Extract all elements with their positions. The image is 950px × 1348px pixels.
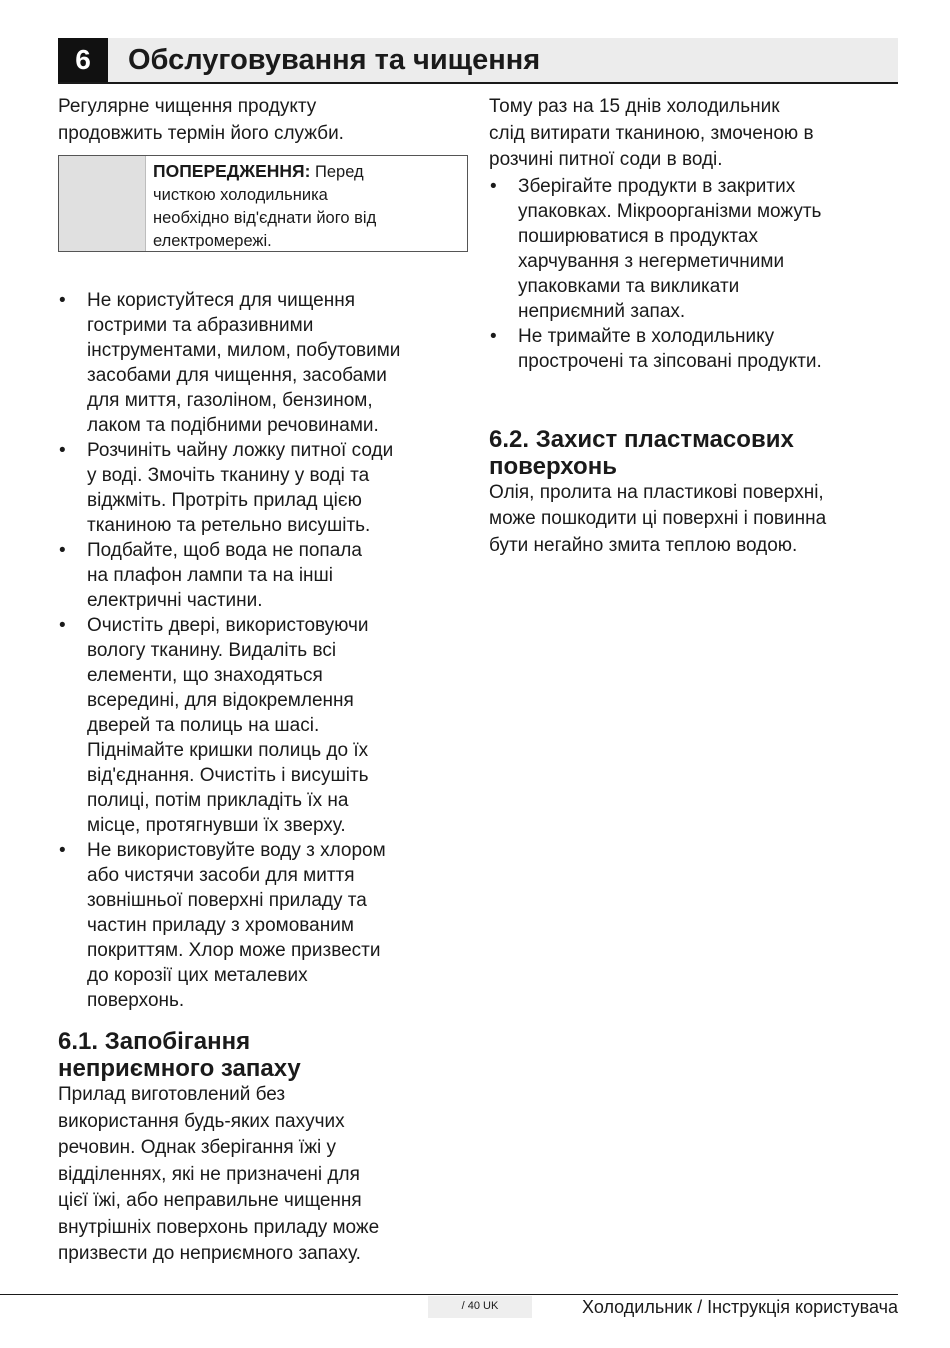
text-line: гострими та абразивними [87, 315, 314, 336]
text-line: продовжить термін його служби. [58, 122, 344, 144]
section-61-heading [58, 1028, 468, 1082]
bullet-icon: • [59, 440, 66, 461]
text-line: на плафон лампи та на інші [87, 565, 333, 586]
text-line: 6.2. Захист пластмасових [489, 425, 794, 453]
cleaning-bullet-list [58, 288, 468, 1013]
list-item [58, 838, 468, 1013]
text-line: Подбайте, щоб вода не попала [87, 540, 362, 561]
page-number: / 40 UK [428, 1296, 532, 1318]
text-line: слід витирати тканиною, змоченою в [489, 122, 814, 144]
text-line: віджміть. Протріть прилад цією [87, 490, 362, 511]
text-line: до корозії цих металевих [87, 965, 308, 986]
bullet-icon: • [59, 290, 66, 311]
text-line: елементи, що знаходяться [87, 665, 323, 686]
intro-paragraph [58, 94, 468, 147]
text-line: бути негайно змита теплою водою. [489, 534, 798, 556]
list-item [489, 324, 899, 374]
bullet-icon: • [490, 175, 497, 197]
text-line: засобами для чищення, засобами [87, 365, 387, 386]
text-line: призвести до неприємного запаху. [58, 1243, 361, 1264]
text-line: упаковками та викликати [518, 275, 740, 297]
warning-box [58, 155, 468, 252]
footer-divider [0, 1294, 898, 1295]
text-line: електричні частини. [87, 590, 263, 611]
text-line: покриттям. Хлор може призвести [87, 940, 381, 961]
text-line: електромережі. [153, 232, 272, 250]
text-line: упаковках. Мікроорганізми можуть [518, 200, 822, 222]
text-line: може пошкодити ці поверхні і повинна [489, 508, 827, 529]
text-line: від'єднання. Очистіть і висушіть [87, 765, 369, 786]
text-line: поширюватися в продуктах [518, 225, 758, 247]
text-line: для миття, газоліном, бензином, [87, 390, 373, 411]
intro-paragraph [489, 94, 899, 174]
text-line: Прилад виготовлений без [58, 1084, 286, 1105]
bullet-icon: • [490, 325, 497, 347]
text-line: розчині питної соди в воді. [489, 149, 723, 170]
text-line: частин приладу з хромованим [87, 915, 354, 936]
text-line: зовнішньої поверхні приладу та [87, 890, 367, 911]
text-line: Олія, пролита на пластикові поверхні, [489, 481, 824, 503]
text-line: поверхонь [489, 452, 617, 480]
text-line: внутрішніх поверхонь приладу може [58, 1216, 380, 1238]
text-line: Не тримайте в холодильнику [518, 325, 775, 347]
text-line: Тому раз на 15 днів холодильник [489, 96, 780, 117]
text-line: інструментами, милом, побутовими [87, 340, 401, 361]
list-item [489, 174, 899, 324]
warning-text [146, 156, 382, 251]
text-line: лаком та подібними речовинами. [87, 415, 379, 436]
text-line: неприємного запаху [58, 1055, 301, 1082]
text-line: Розчиніть чайну ложку питної соди [87, 440, 394, 461]
text-line: Піднімайте кришки полиць до їх [87, 740, 369, 761]
text-line: Регулярне чищення продукту [58, 96, 317, 117]
text-line: поверхонь. [87, 990, 185, 1011]
bullet-icon: • [59, 615, 66, 636]
section-62-body [489, 480, 899, 560]
bullet-icon: • [59, 840, 66, 861]
text-line: вологу тканину. Видаліть всі [87, 640, 337, 661]
text-line: харчування з негерметичними [518, 250, 785, 272]
text-line: відділеннях, які не призначені для [58, 1163, 360, 1185]
right-column [489, 94, 899, 559]
storage-bullet-list [489, 174, 899, 374]
warning-label: ПОПЕРЕДЖЕННЯ: [153, 161, 311, 181]
text-line: неприємний запах. [518, 300, 686, 322]
chapter-title: Обслуговування та чищення [128, 44, 541, 76]
text-line: у воді. Змочіть тканину у воді та [87, 465, 370, 486]
section-61-body [58, 1082, 468, 1268]
text-line: необхідно від'єднати його від [153, 209, 377, 227]
text-line: або чистячи засоби для миття [87, 865, 355, 886]
section-62-heading [489, 426, 899, 480]
list-item [58, 613, 468, 838]
text-line: чисткою холодильника [153, 186, 328, 204]
text-line: всередині, для відокремлення [87, 690, 354, 711]
text-line: дверей та полиць на шасі. [87, 715, 320, 736]
list-item [58, 288, 468, 438]
text-line: Перед [310, 163, 364, 181]
chapter-header [58, 38, 898, 84]
text-line: полиці, потім прикладіть їх на [87, 790, 349, 811]
text-line: тканиною та ретельно висушіть. [87, 515, 371, 536]
text-line: використання будь-яких пахучих [58, 1110, 345, 1132]
warning-icon-area [59, 156, 146, 251]
text-line: цієї їжі, або неправильне чищення [58, 1190, 362, 1211]
chapter-number: 6 [58, 38, 108, 82]
text-line: речовин. Однак зберігання їжі у [58, 1137, 336, 1158]
text-line: Не використовуйте воду з хлором [87, 840, 386, 861]
list-item [58, 538, 468, 613]
left-column [58, 94, 468, 1268]
footer-title: Холодильник / Інструкція користувача [582, 1297, 898, 1317]
text-line: Не користуйтеся для чищення [87, 290, 356, 311]
text-line: місце, протягнувши їх зверху. [87, 815, 346, 836]
text-line: прострочені та зіпсовані продукти. [518, 350, 822, 372]
text-line: Зберігайте продукти в закритих [518, 175, 796, 197]
list-item [58, 438, 468, 538]
text-line: Очистіть двері, використовуючи [87, 615, 369, 636]
text-line: 6.1. Запобігання [58, 1028, 251, 1055]
bullet-icon: • [59, 540, 66, 561]
